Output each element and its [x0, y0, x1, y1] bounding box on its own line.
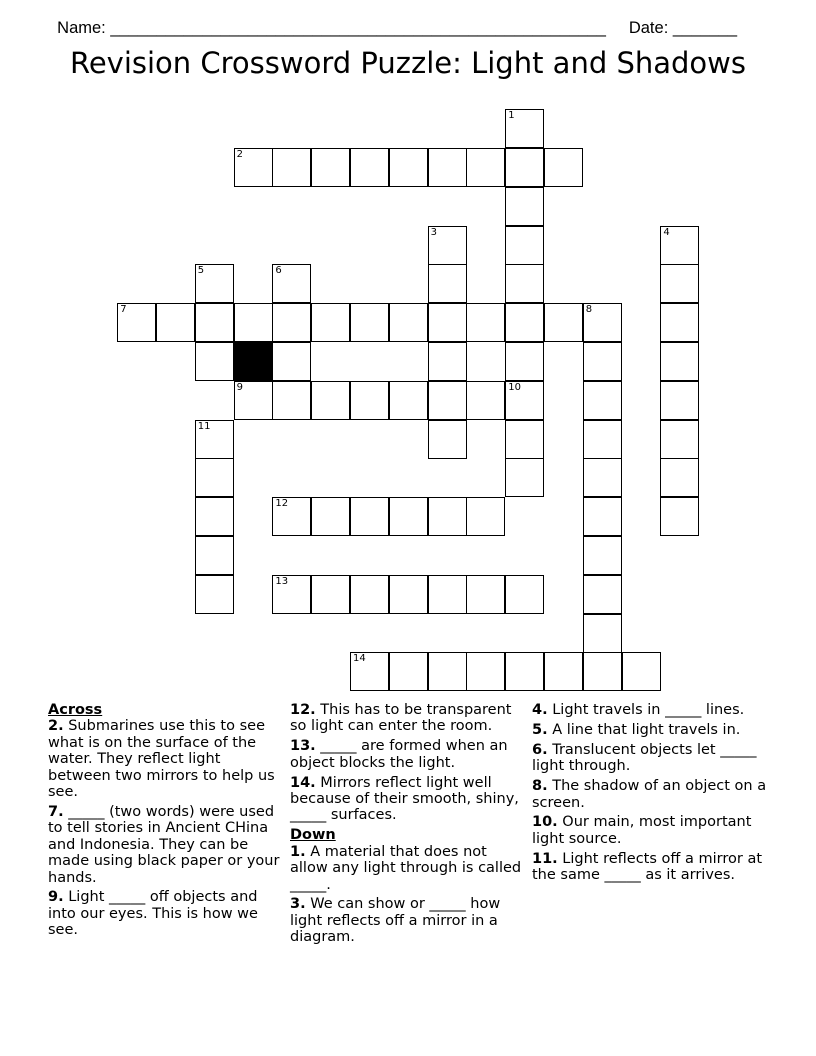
across-clue [290, 775, 526, 824]
across-clue [48, 718, 280, 800]
clue-number: 1. [290, 843, 306, 860]
grid-cell[interactable] [583, 342, 622, 381]
grid-cell[interactable] [583, 497, 622, 536]
name-label: Name: [57, 19, 106, 37]
clue-number: 9. [48, 889, 64, 906]
clue-number: 7. [48, 803, 64, 820]
clues-column-3 [532, 702, 768, 887]
grid-cell[interactable] [466, 575, 505, 614]
cell-number: 10 [508, 381, 521, 393]
grid-cell[interactable] [350, 303, 389, 342]
grid-cell[interactable] [311, 381, 350, 420]
grid-cell[interactable] [466, 303, 505, 342]
clue-number: 8. [532, 778, 548, 795]
grid-cell[interactable] [660, 226, 699, 265]
cell-number: 3 [430, 226, 437, 238]
grid-cell[interactable] [350, 652, 389, 691]
clue-text: Light reflects off a mirror at the same _____ as it arrives. [532, 850, 763, 884]
clue-text: This has to be transparent so light can enter the room. [290, 702, 512, 735]
grid-cell[interactable] [428, 652, 467, 691]
clue-text: Our main, most important light source. [532, 814, 752, 847]
clue-number: 4. [532, 702, 548, 718]
grid-cell[interactable] [428, 381, 467, 420]
across-clue [290, 702, 526, 735]
clue-text: _____ are formed when an object blocks the light. [290, 738, 508, 771]
grid-cell[interactable] [272, 303, 311, 342]
clues-column-1 [48, 702, 280, 942]
cell-number: 1 [508, 110, 515, 122]
grid-cell[interactable] [272, 342, 311, 381]
down-clue [532, 702, 768, 718]
grid-cell[interactable] [272, 575, 311, 614]
grid-cell[interactable] [428, 497, 467, 536]
grid-cell[interactable] [156, 303, 195, 342]
grid-cell[interactable] [234, 148, 273, 187]
grid-cell[interactable] [195, 458, 234, 497]
grid-cell[interactable] [660, 342, 699, 381]
grid-cell[interactable] [350, 381, 389, 420]
grid-cell[interactable] [117, 303, 156, 342]
grid-cell[interactable] [505, 458, 544, 497]
grid-cell[interactable] [505, 264, 544, 303]
grid-cell[interactable] [428, 342, 467, 381]
cell-number: 6 [275, 265, 282, 277]
clue-number: 5. [532, 721, 548, 738]
cell-number: 2 [236, 149, 243, 160]
clue-number: 11. [532, 850, 558, 867]
cell-number: 4 [663, 226, 670, 238]
clue-text: Mirrors reflect light well because of their smooth, shiny, _____ surfaces. [290, 774, 519, 824]
grid-cell[interactable] [428, 264, 467, 303]
grid-cell[interactable] [195, 342, 234, 381]
cell-number: 7 [120, 304, 127, 316]
grid-cell[interactable] [505, 226, 544, 265]
grid-cell[interactable] [428, 420, 467, 459]
clue-text: A line that light travels in. [552, 721, 741, 738]
page-title: Revision Crossword Puzzle: Light and Shadows [69, 46, 746, 80]
grid-cell[interactable] [505, 420, 544, 459]
grid-cell[interactable] [428, 148, 467, 187]
grid-cell[interactable] [389, 381, 428, 420]
grid-cell[interactable] [466, 381, 505, 420]
grid-cell[interactable] [234, 303, 273, 342]
grid-cell[interactable] [544, 303, 583, 342]
grid-cell[interactable] [583, 303, 622, 342]
clue-number: 14. [290, 774, 316, 791]
grid-cell[interactable] [505, 575, 544, 614]
grid-cell[interactable] [272, 381, 311, 420]
down-clue [532, 814, 768, 847]
cell-number: 11 [197, 420, 211, 432]
clue-text: Translucent objects let _____ light through. [532, 741, 757, 775]
grid-cell[interactable] [234, 381, 273, 420]
clues-column-2 [290, 702, 526, 949]
clue-number: 10. [532, 814, 558, 831]
down-clue [290, 844, 526, 893]
across-clue [48, 889, 280, 938]
grid-cell[interactable] [660, 381, 699, 420]
grid-cell[interactable] [466, 497, 505, 536]
across-heading: Across [48, 702, 103, 718]
cell-number: 12 [275, 498, 289, 510]
grid-cell[interactable] [583, 652, 622, 691]
grid-cell[interactable] [583, 614, 622, 653]
down-clue [532, 722, 768, 738]
clue-number: 6. [532, 741, 548, 758]
grid-cell[interactable] [660, 420, 699, 459]
clue-number: 2. [48, 718, 64, 735]
grid-cell[interactable] [466, 148, 505, 187]
black-cell [234, 342, 273, 381]
date-label: Date: [628, 19, 669, 37]
grid-cell[interactable] [505, 187, 544, 226]
grid-cell[interactable] [660, 458, 699, 497]
grid-cell[interactable] [466, 652, 505, 691]
clue-text: We can show or _____ how light reflects off a mirror in a diagram. [290, 896, 501, 946]
grid-cell[interactable] [622, 652, 661, 691]
grid-cell[interactable] [583, 575, 622, 614]
grid-cell[interactable] [389, 575, 428, 614]
down-clue [532, 778, 768, 811]
grid-cell[interactable] [272, 264, 311, 303]
grid-cell[interactable] [195, 575, 234, 614]
grid-cell[interactable] [428, 303, 467, 342]
name-date-line [48, 0, 737, 38]
grid-cell[interactable] [505, 303, 544, 342]
name-blank[interactable]: ______________________________________________________ [110, 19, 606, 37]
grid-cell[interactable] [583, 458, 622, 497]
grid-cell[interactable] [505, 342, 544, 381]
clue-text: Submarines use this to see what is on the surface of the water. They reflect light between two mirrors to help us see. [48, 718, 275, 801]
grid-cell[interactable] [195, 420, 234, 459]
grid-cell[interactable] [583, 381, 622, 420]
across-clue [290, 738, 526, 771]
grid-cell[interactable] [544, 148, 583, 187]
clue-text: Light travels in _____ lines. [552, 702, 745, 718]
grid-cell[interactable] [389, 148, 428, 187]
grid-cell[interactable] [428, 226, 467, 265]
grid-cell[interactable] [660, 264, 699, 303]
down-clue [290, 896, 526, 945]
grid-cell[interactable] [389, 652, 428, 691]
grid-cell[interactable] [583, 536, 622, 575]
clue-number: 12. [290, 702, 316, 718]
down-heading: Down [290, 827, 336, 844]
across-clue [48, 804, 280, 886]
grid-cell[interactable] [389, 497, 428, 536]
grid-cell[interactable] [505, 109, 544, 148]
cell-number: 5 [197, 265, 205, 277]
clue-text: Light _____ off objects and into our eyes. This is how we see. [48, 889, 258, 939]
clue-text: The shadow of an object on a screen. [532, 778, 767, 811]
down-clue [532, 851, 768, 884]
cell-number: 14 [353, 653, 366, 665]
grid-cell[interactable] [272, 497, 311, 536]
grid-cell[interactable] [350, 497, 389, 536]
down-clue [532, 742, 768, 775]
clue-text: _____ (two words) were used to tell stories in Ancient CHina and Indonesia. They can be made using black paper or your hands. [48, 803, 280, 886]
grid-cell[interactable] [195, 536, 234, 575]
grid-cell[interactable] [311, 575, 350, 614]
grid-cell[interactable] [583, 420, 622, 459]
cell-number: 8 [585, 304, 593, 316]
grid-cell[interactable] [311, 148, 350, 187]
grid-cell[interactable] [350, 148, 389, 187]
grid-cell[interactable] [272, 148, 311, 187]
grid-cell[interactable] [195, 264, 234, 303]
cell-number: 13 [275, 575, 289, 587]
grid-cell[interactable] [195, 303, 234, 342]
clue-number: 3. [290, 896, 306, 913]
grid-cell[interactable] [311, 497, 350, 536]
grid-cell[interactable] [505, 652, 544, 691]
clue-number: 13. [290, 738, 316, 755]
grid-cell[interactable] [195, 497, 234, 536]
cell-number: 9 [236, 381, 243, 393]
grid-cell[interactable] [428, 575, 467, 614]
grid-cell[interactable] [505, 381, 544, 420]
grid-cell[interactable] [389, 303, 428, 342]
date-blank[interactable]: _______ [672, 19, 738, 37]
grid-cell[interactable] [311, 303, 350, 342]
grid-cell[interactable] [350, 575, 389, 614]
grid-cell[interactable] [660, 497, 699, 536]
clue-text: A material that does not allow any light through is called _____. [290, 843, 522, 893]
grid-cell[interactable] [505, 148, 544, 187]
grid-cell[interactable] [660, 303, 699, 342]
grid-cell[interactable] [544, 652, 583, 691]
